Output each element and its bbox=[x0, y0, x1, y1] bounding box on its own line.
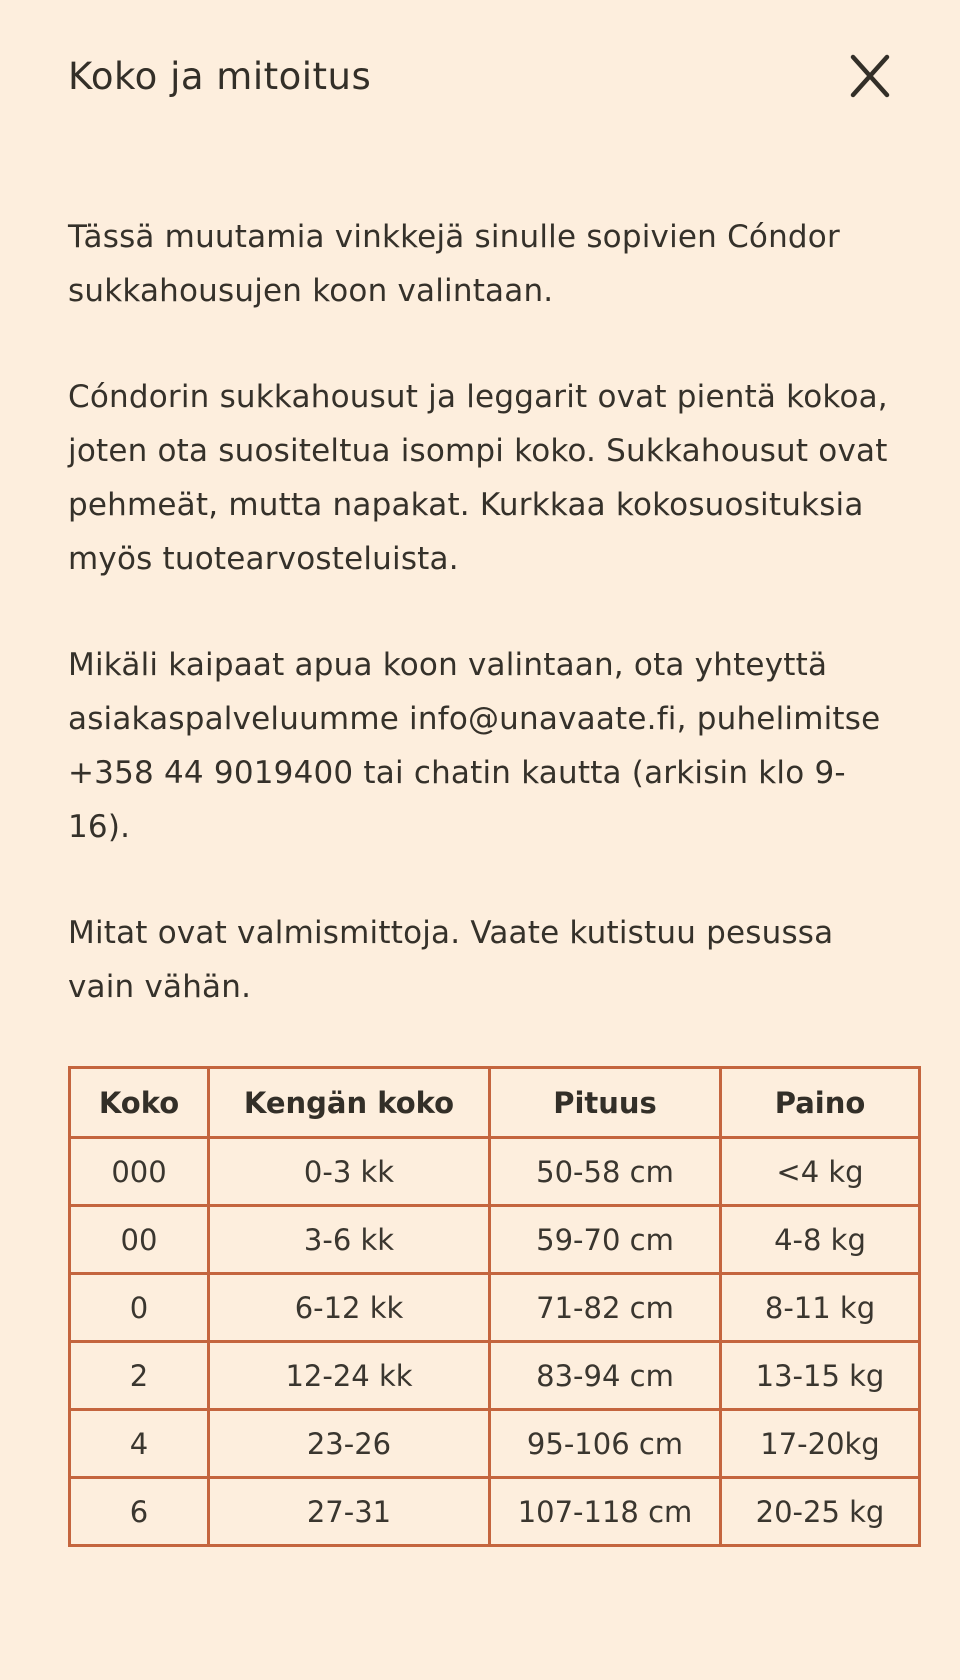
table-row bbox=[70, 1274, 920, 1342]
table-cell: 8-11 kg bbox=[721, 1274, 920, 1342]
table-cell: 00 bbox=[70, 1206, 209, 1274]
table-cell: 0-3 kk bbox=[209, 1138, 490, 1206]
close-icon bbox=[847, 53, 893, 99]
table-cell: 23-26 bbox=[209, 1410, 490, 1478]
table-row bbox=[70, 1478, 920, 1546]
table-cell: 83-94 cm bbox=[490, 1342, 721, 1410]
table-cell: 0 bbox=[70, 1274, 209, 1342]
modal-body bbox=[68, 210, 894, 1547]
contact-paragraph: Mikäli kaipaat apua koon valintaan, ota yhteyttä asiakaspalveluumme info@unavaate.fi, puhelimitse +358 44 9019400 tai chatin kautta (arkisin klo 9-16). bbox=[68, 647, 881, 845]
table-cell: 6 bbox=[70, 1478, 209, 1546]
table-header-paino: Paino bbox=[721, 1068, 920, 1138]
table-cell: 3-6 kk bbox=[209, 1206, 490, 1274]
table-header-koko: Koko bbox=[70, 1068, 209, 1138]
table-cell: 71-82 cm bbox=[490, 1274, 721, 1342]
table-row bbox=[70, 1410, 920, 1478]
table-cell: 12-24 kk bbox=[209, 1342, 490, 1410]
table-cell: 4 bbox=[70, 1410, 209, 1478]
table-cell: 20-25 kg bbox=[721, 1478, 920, 1546]
size-table bbox=[68, 1066, 921, 1547]
table-header-row bbox=[70, 1068, 920, 1138]
measurements-note-paragraph: Mitat ovat valmismittoja. Vaate kutistuu pesussa vain vähän. bbox=[68, 915, 834, 1005]
table-header-pituus: Pituus bbox=[490, 1068, 721, 1138]
table-row bbox=[70, 1138, 920, 1206]
table-cell: 95-106 cm bbox=[490, 1410, 721, 1478]
close-button[interactable] bbox=[846, 52, 894, 100]
table-cell: <4 kg bbox=[721, 1138, 920, 1206]
table-cell: 2 bbox=[70, 1342, 209, 1410]
modal-header bbox=[68, 0, 894, 100]
modal-title: Koko ja mitoitus bbox=[68, 54, 372, 98]
table-cell: 107-118 cm bbox=[490, 1478, 721, 1546]
table-cell: 27-31 bbox=[209, 1478, 490, 1546]
table-cell: 6-12 kk bbox=[209, 1274, 490, 1342]
sizing-advice-paragraph: Cóndorin sukkahousut ja leggarit ovat pientä kokoa, joten ota suositeltua isompi koko. Sukkahousut ovat pehmeät, mutta napakat. Kurkkaa kokosuosituksia myös tuotearvosteluista. bbox=[68, 379, 888, 577]
table-cell: 17-20kg bbox=[721, 1410, 920, 1478]
table-row bbox=[70, 1342, 920, 1410]
table-header-kengan-koko: Kengän koko bbox=[209, 1068, 490, 1138]
table-row bbox=[70, 1206, 920, 1274]
table-cell: 13-15 kg bbox=[721, 1342, 920, 1410]
table-cell: 4-8 kg bbox=[721, 1206, 920, 1274]
intro-paragraph: Tässä muutamia vinkkejä sinulle sopivien Cóndor sukkahousujen koon valintaan. bbox=[68, 219, 840, 309]
table-cell: 000 bbox=[70, 1138, 209, 1206]
table-cell: 50-58 cm bbox=[490, 1138, 721, 1206]
table-cell: 59-70 cm bbox=[490, 1206, 721, 1274]
